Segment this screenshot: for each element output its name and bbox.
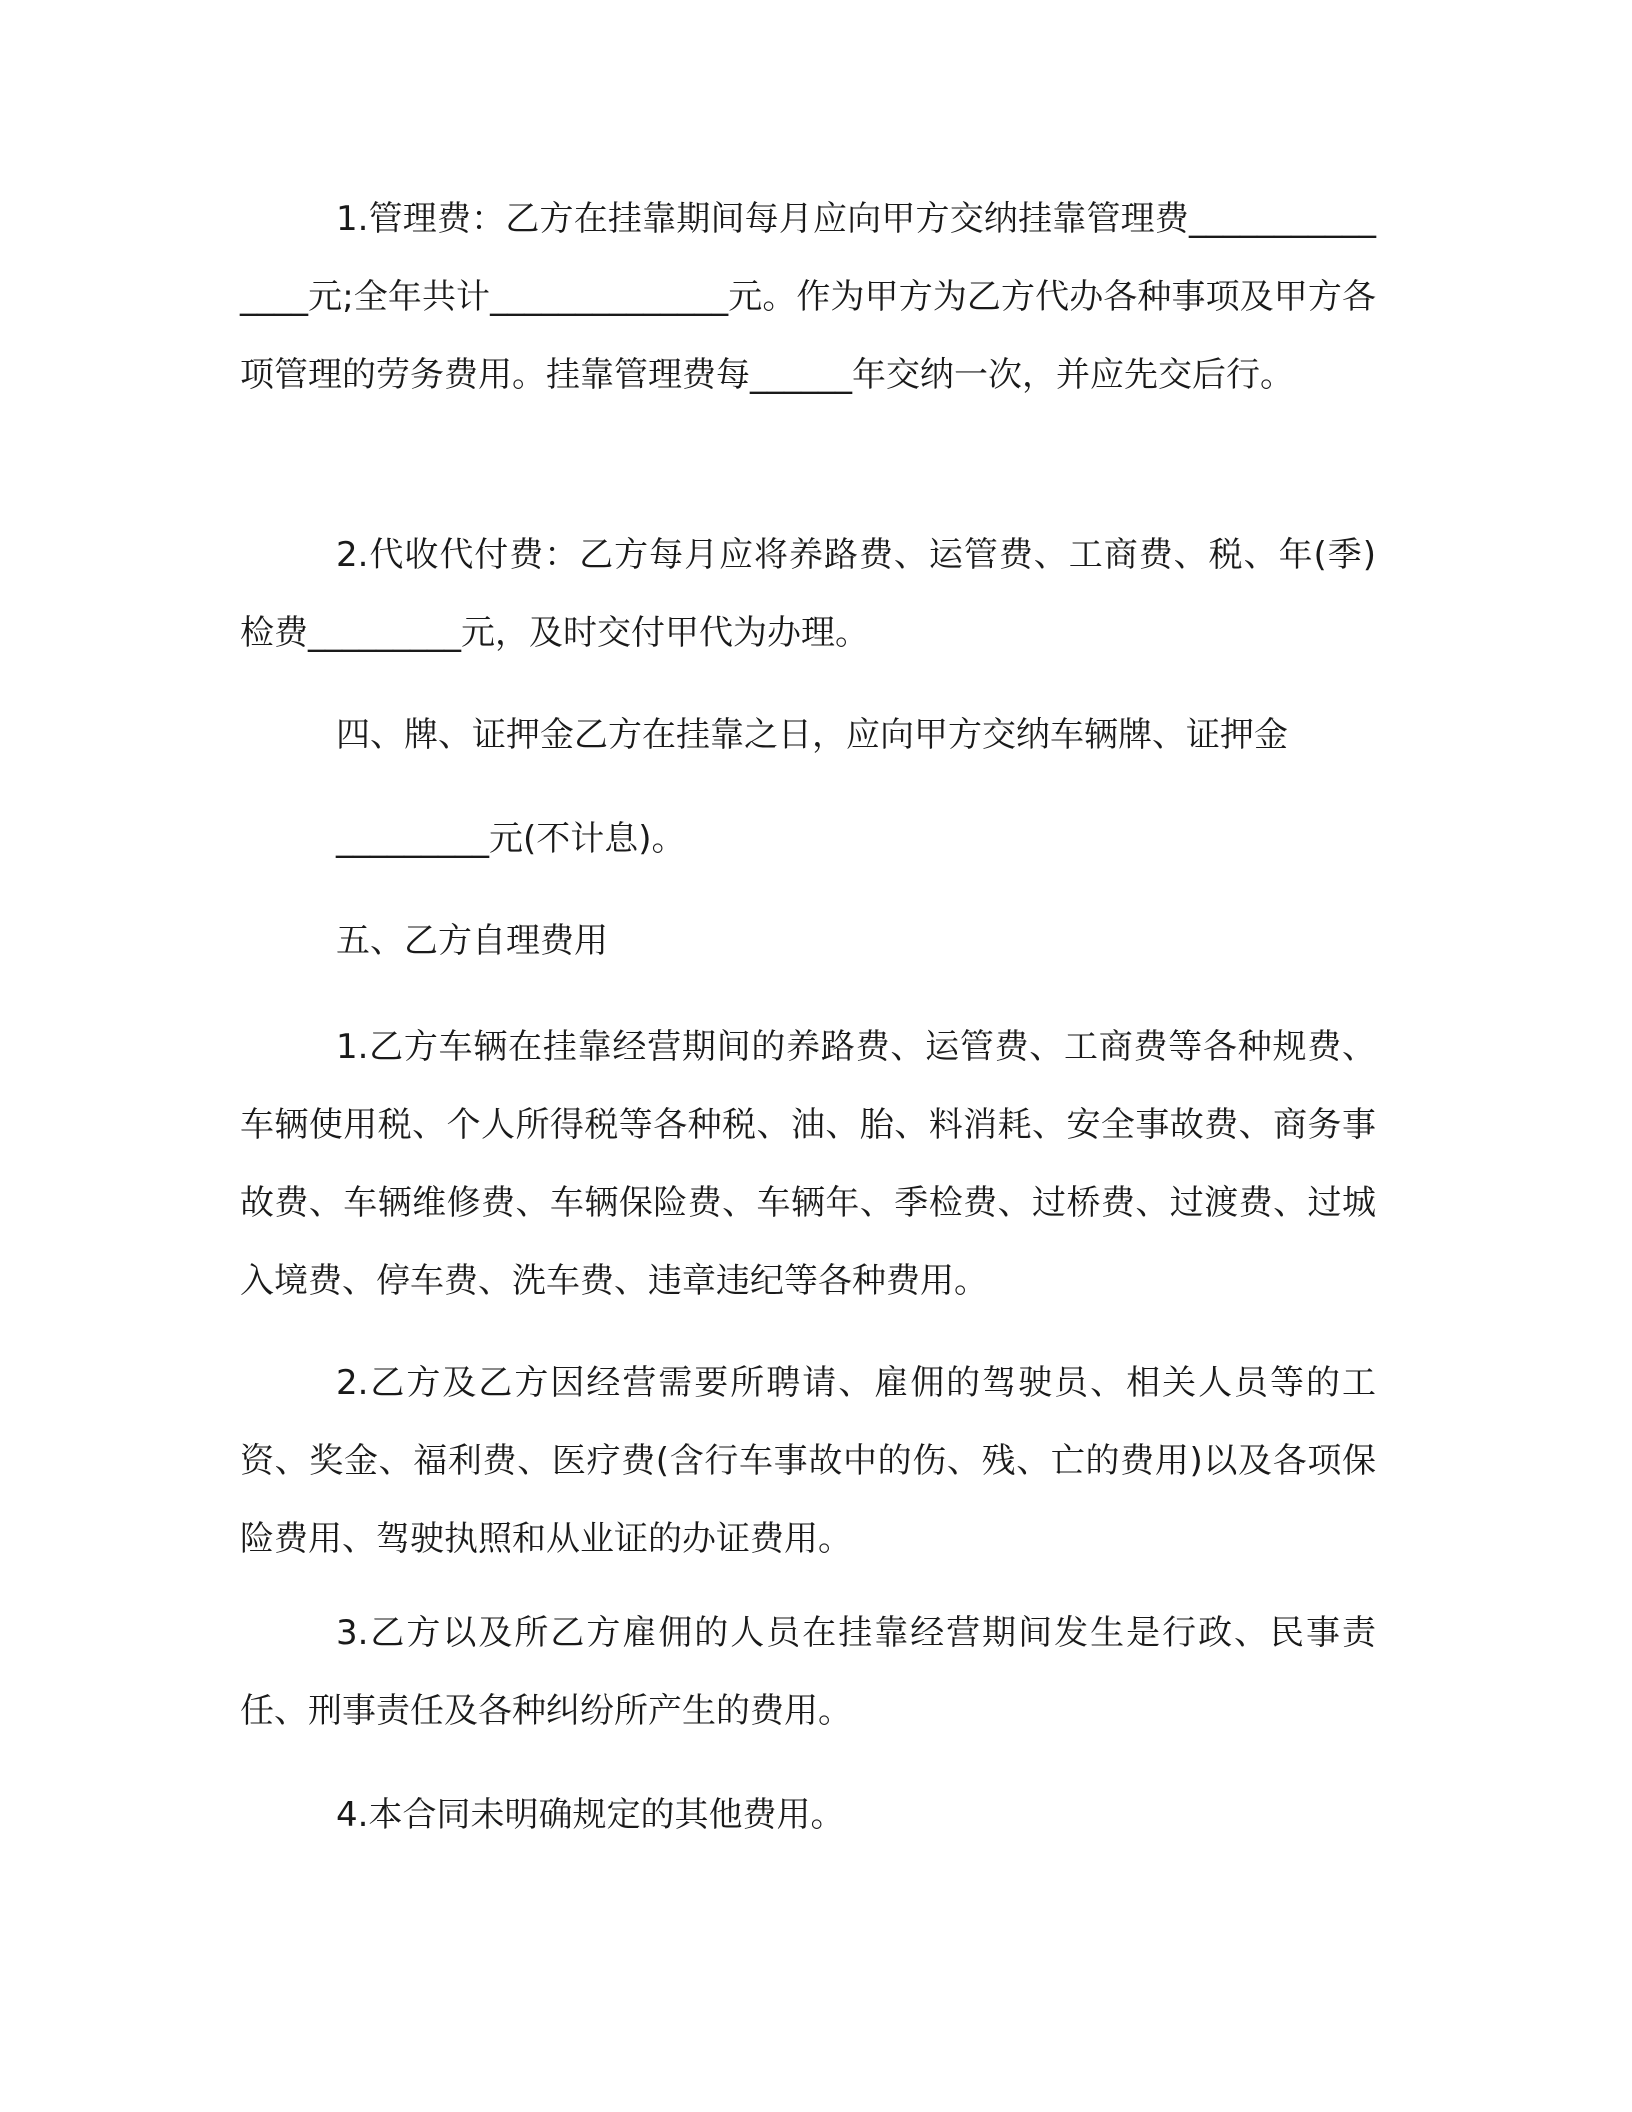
collection-payment-fee-paragraph: 2.代收代付费：乙方每月应将养路费、运管费、工商费、税、年(季)检费_________元，及时交付甲代为办理。 xyxy=(240,535,1376,653)
section-heading-self-borne-expenses: 五、乙方自理费用 xyxy=(336,921,608,961)
self-borne-expenses-item-4: 4.本合同未明确规定的其他费用。 xyxy=(336,1795,845,1835)
self-borne-expenses-item-3: 3.乙方以及所乙方雇佣的人员在挂靠经营期间发生是行政、民事责任、刑事责任及各种纠纷所产生的费用。 xyxy=(240,1613,1376,1731)
self-borne-expenses-item-1: 1.乙方车辆在挂靠经营期间的养路费、运管费、工商费等各种规费、车辆使用税、个人所得税等各种税、油、胎、料消耗、安全事故费、商务事故费、车辆维修费、车辆保险费、车辆年、季检费、过桥费、过渡费、过城入境费、停车费、洗车费、违章违纪等各种费用。 xyxy=(240,1027,1376,1301)
management-fee-paragraph: 1.管理费：乙方在挂靠期间每月应向甲方交纳挂靠管理费_______________元;全年共计______________元。作为甲方为乙方代办各种事项及甲方各项管理的劳务费用。挂靠管理费每______年交纳一次，并应先交后行。 xyxy=(240,199,1376,395)
self-borne-expenses-item-2: 2.乙方及乙方因经营需要所聘请、雇佣的驾驶员、相关人员等的工资、奖金、福利费、医疗费(含行车事故中的伤、残、亡的费用)以及各项保险费用、驾驶执照和从业证的办证费用。 xyxy=(240,1363,1376,1559)
deposit-amount-line: _________元(不计息)。 xyxy=(336,819,686,859)
deposit-paragraph: 四、牌、证押金乙方在挂靠之日，应向甲方交纳车辆牌、证押金 xyxy=(336,715,1288,755)
